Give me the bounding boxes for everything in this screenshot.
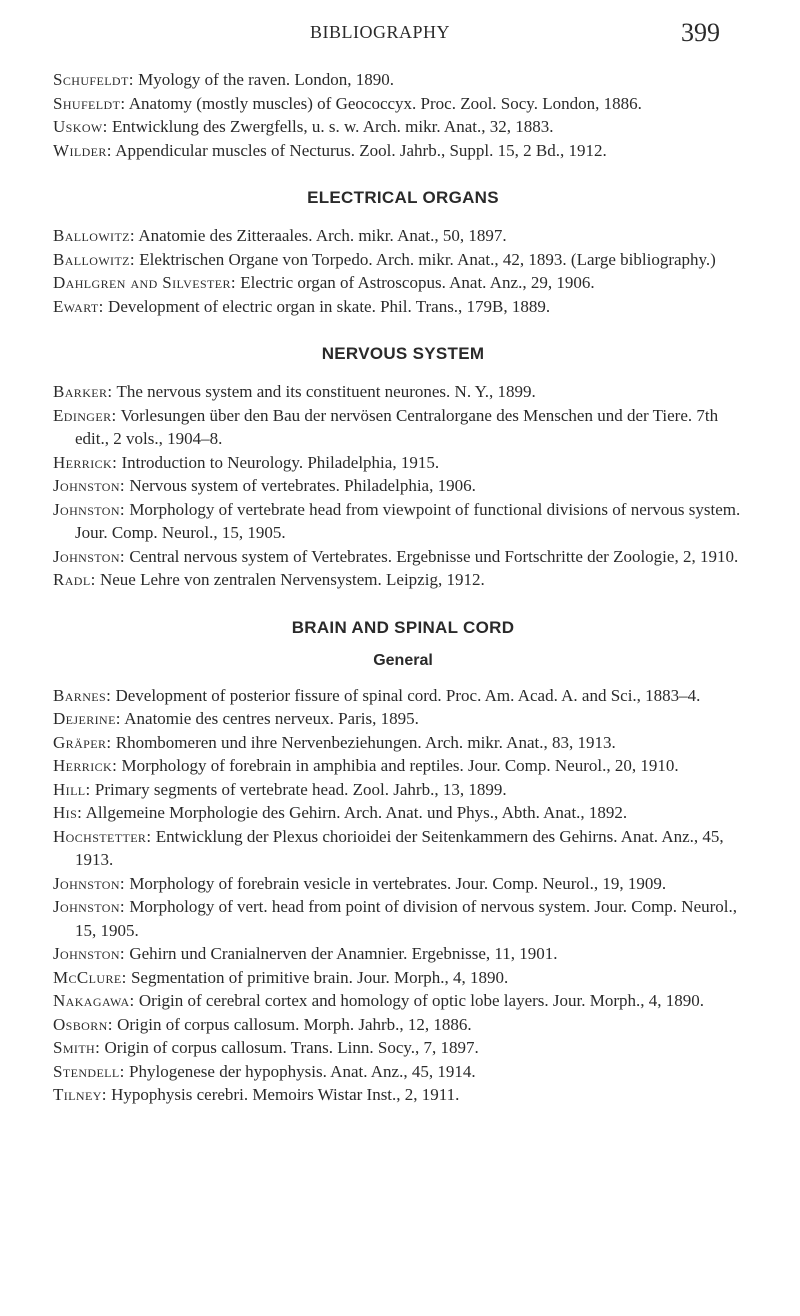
bibliography-entry — [53, 139, 753, 163]
entry-citation: Origin of cerebral cortex and homology of optic lobe layers. Jour. Morph., 4, 1890. — [134, 991, 705, 1010]
entry-author: Dejerine: — [53, 709, 121, 728]
entry-citation: Appendicular muscles of Necturus. Zool. Jahrb., Suppl. 15, 2 Bd., 1912. — [111, 140, 607, 160]
entry-author: Johnston: — [53, 944, 126, 963]
entry-author: McClure: — [53, 967, 127, 987]
entry-citation: Origin of corpus callosum. Trans. Linn. Socy., 7, 1897. — [100, 1038, 479, 1057]
bibliography-entry — [53, 271, 753, 295]
section-subheading: General — [373, 651, 433, 669]
bibliography-entry — [53, 872, 753, 896]
bibliography-content — [53, 68, 753, 1107]
entry-author: Wilder: — [53, 140, 112, 160]
entry-author: His: — [53, 803, 83, 822]
entry-author: Osborn: — [53, 1014, 113, 1034]
entry-citation: Introduction to Neurology. Philadelphia, 1915. — [117, 452, 440, 472]
bibliography-entry — [53, 684, 753, 708]
bibliography-entry — [53, 1060, 753, 1084]
page-header — [40, 18, 720, 54]
entry-citation: Morphology of forebrain vesicle in vertebrates. Jour. Comp. Neurol., 19, 1909. — [125, 873, 667, 893]
bibliography-section — [53, 618, 753, 1107]
bibliography-entry — [53, 115, 753, 139]
entry-citation: Vorlesungen über den Bau der nervösen Centralorgane des Menschen und der Tiere. 7th edit., 2 vols., 1904–8. — [75, 405, 719, 448]
entry-author: Shufeldt: — [53, 93, 126, 113]
entry-citation: Central nervous system of Vertebrates. Ergebnisse und Fortschritte der Zoologie, 2, 1910. — [125, 546, 739, 566]
entry-author: Herrick: — [53, 452, 118, 472]
bibliography-entry — [53, 778, 753, 802]
entry-author: Barnes: — [53, 685, 112, 705]
entry-author: Hochstetter: — [53, 826, 152, 846]
entry-author: Uskow: — [53, 117, 108, 136]
entry-citation: Segmentation of primitive brain. Jour. Morph., 4, 1890. — [126, 967, 509, 987]
entry-citation: Morphology of vertebrate head from viewpoint of functional divisions of nervous system. Jour. Comp. Neurol., 15, 1905. — [75, 499, 741, 542]
bibliography-section — [53, 344, 753, 592]
entry-author: Edinger: — [53, 405, 117, 425]
entry-citation: Origin of corpus callosum. Morph. Jahrb., 12, 1886. — [112, 1014, 472, 1034]
bibliography-entry — [53, 295, 753, 319]
entry-citation: Anatomie des Zitteraales. Arch. mikr. Anat., 50, 1897. — [135, 226, 507, 245]
entry-citation: Development of electric organ in skate. Phil. Trans., 179B, 1889. — [103, 296, 551, 316]
bibliography-entry — [53, 498, 753, 545]
section-heading: NERVOUS SYSTEM — [321, 344, 485, 363]
entry-author: Ballowitz: — [53, 249, 136, 269]
bibliography-entry — [53, 754, 753, 778]
bibliography-entry — [53, 942, 753, 966]
bibliography-entry — [53, 224, 753, 248]
entry-citation: Hypophysis cerebri. Memoirs Wistar Inst., 2, 1911. — [106, 1085, 460, 1104]
bibliography-section — [53, 188, 753, 318]
entry-author: Johnston: — [53, 873, 126, 893]
entry-author: Smith: — [53, 1038, 101, 1057]
entry-citation: Elektrischen Organe von Torpedo. Arch. mikr. Anat., 42, 1893. (Large bibliography.) — [135, 249, 716, 269]
entry-author: Johnston: — [53, 897, 126, 916]
entry-citation: Anatomie des centres nerveux. Paris, 1895. — [120, 709, 419, 728]
entry-author: Gräper: — [53, 732, 112, 752]
bibliography-entry — [53, 895, 753, 942]
entry-citation: Entwicklung der Plexus chorioidei der Seitenkammern des Gehirns. Anat. Anz., 45, 1913. — [75, 826, 724, 869]
entry-citation: Allgemeine Morphologie des Gehirn. Arch. Anat. und Phys., Abth. Anat., 1892. — [82, 803, 628, 822]
entry-citation: Morphology of forebrain in amphibia and reptiles. Jour. Comp. Neurol., 20, 1910. — [117, 756, 679, 775]
entry-citation: Electric organ of Astroscopus. Anat. Anz., 29, 1906. — [236, 273, 595, 292]
bibliography-section — [53, 68, 753, 162]
bibliography-entry — [53, 92, 753, 116]
bibliography-entry — [53, 1083, 753, 1107]
entry-author: Hill: — [53, 779, 91, 799]
bibliography-entry — [53, 707, 753, 731]
entry-author: Johnston: — [53, 476, 126, 495]
entry-citation: Gehirn und Cranialnerven der Anamnier. Ergebnisse, 11, 1901. — [125, 944, 558, 963]
bibliography-entry — [53, 731, 753, 755]
bibliography-entry — [53, 801, 753, 825]
running-head: BIBLIOGRAPHY — [309, 22, 450, 42]
bibliography-entry — [53, 545, 753, 569]
entry-citation: Myology of the raven. London, 1890. — [133, 70, 394, 89]
section-heading: ELECTRICAL ORGANS — [307, 188, 499, 207]
page-number: 399 — [681, 18, 720, 47]
entry-author: Tilney: — [53, 1085, 107, 1104]
entry-citation: Nervous system of vertebrates. Philadelphia, 1906. — [125, 476, 476, 495]
bibliography-entry — [53, 825, 753, 872]
entry-citation: The nervous system and its constituent neurones. N. Y., 1899. — [112, 382, 536, 401]
entry-citation: Primary segments of vertebrate head. Zool. Jahrb., 13, 1899. — [90, 779, 507, 799]
bibliography-entry — [53, 568, 753, 592]
entry-citation: Morphology of vert. head from point of division of nervous system. Jour. Comp. Neurol., 15, 1905. — [75, 897, 737, 940]
entry-author: Dahlgren and Silvester: — [53, 273, 237, 292]
entry-author: Herrick: — [53, 756, 118, 775]
entry-citation: Phylogenese der hypophysis. Anat. Anz., 45, 1914. — [124, 1061, 476, 1081]
entry-author: Ballowitz: — [53, 226, 136, 245]
bibliography-entry — [53, 404, 753, 451]
entry-citation: Neue Lehre von zentralen Nervensystem. Leipzig, 1912. — [95, 570, 485, 589]
bibliography-entry — [53, 68, 753, 92]
bibliography-entry — [53, 1013, 753, 1037]
bibliography-entry — [53, 1036, 753, 1060]
bibliography-entry — [53, 966, 753, 990]
bibliography-entry — [53, 380, 753, 404]
bibliography-entry — [53, 248, 753, 272]
entry-author: Johnston: — [53, 499, 126, 519]
entry-author: Schufeldt: — [53, 70, 134, 89]
bibliography-entry — [53, 451, 753, 475]
entry-author: Radl: — [53, 570, 96, 589]
bibliography-entry — [53, 474, 753, 498]
entry-author: Stendell: — [53, 1061, 125, 1081]
entry-author: Barker: — [53, 382, 113, 401]
entry-citation: Rhombomeren und ihre Nervenbeziehungen. Arch. mikr. Anat., 83, 1913. — [111, 732, 616, 752]
bibliography-entry — [53, 989, 753, 1013]
section-heading: BRAIN AND SPINAL CORD — [291, 617, 515, 637]
entry-author: Ewart: — [53, 296, 104, 316]
entry-citation: Entwicklung des Zwergfells, u. s. w. Arch. mikr. Anat., 32, 1883. — [107, 117, 554, 136]
entry-author: Nakagawa: — [53, 991, 135, 1010]
entry-citation: Anatomy (mostly muscles) of Geococcyx. Proc. Zool. Socy. London, 1886. — [125, 93, 642, 113]
entry-author: Johnston: — [53, 546, 126, 566]
entry-citation: Development of posterior fissure of spinal cord. Proc. Am. Acad. A. and Sci., 1883–4. — [111, 685, 701, 705]
